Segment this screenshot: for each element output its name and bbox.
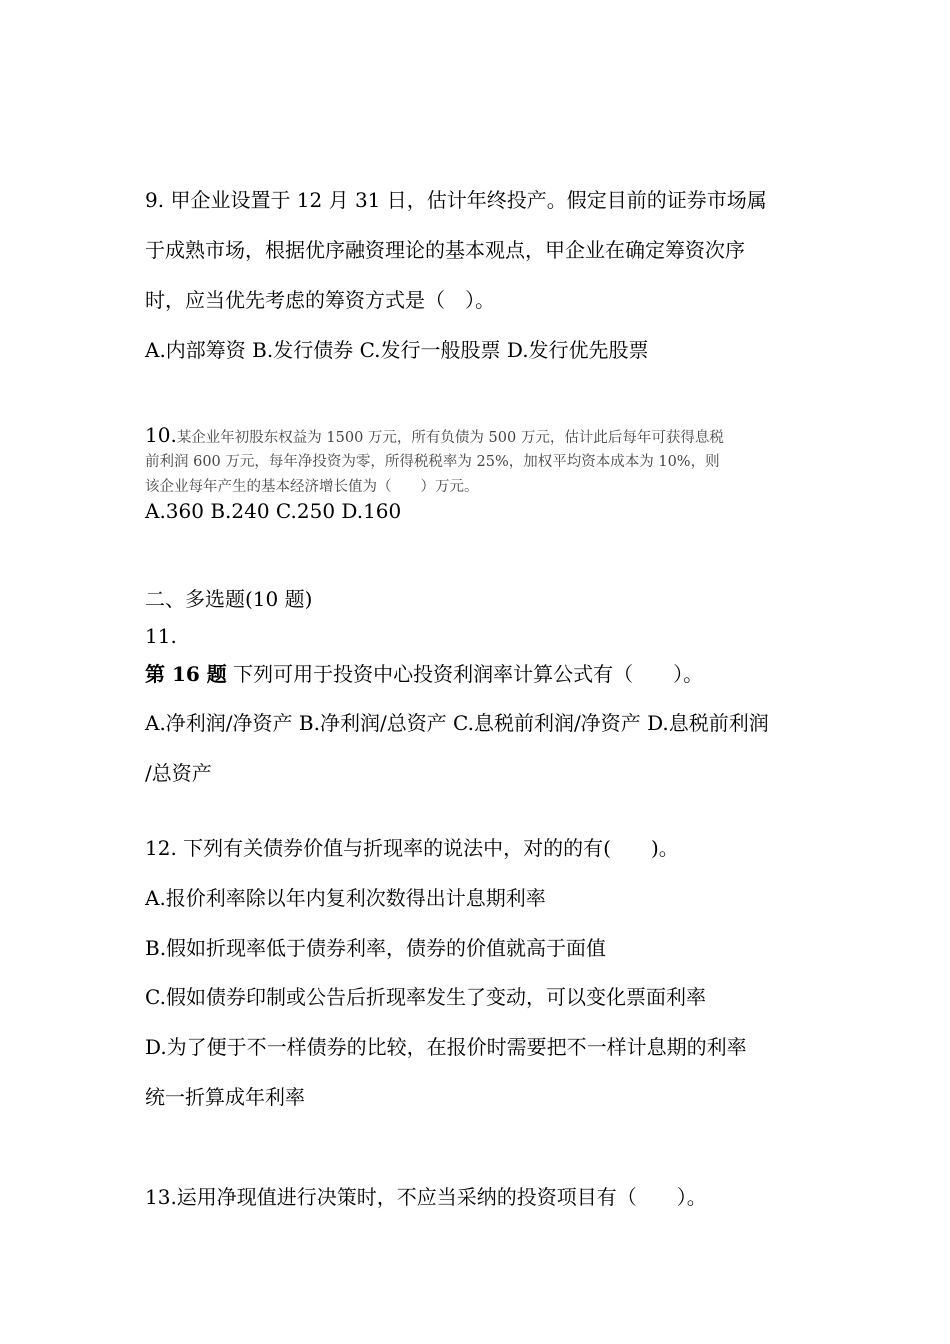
q10-number: 10.	[145, 423, 177, 447]
q12-stem: 12. 下列有关债券价值与折现率的说法中，对的的有( )。	[145, 836, 679, 860]
q12-option-b: B.假如折现率低于债券利率，债券的价值就高于面值	[145, 936, 607, 960]
q11-options-line-2: /总资产	[145, 761, 212, 785]
q9-stem-line-2: 于成熟市场，根据优序融资理论的基本观点，甲企业在确定筹资次序	[145, 238, 745, 262]
q10-stem-text-1: 某企业年初股东权益为 1500 万元，所有负债为 500 万元，估计此后每年可获得息税	[176, 430, 724, 446]
q10-options: A.360 B.240 C.250 D.160	[145, 499, 402, 523]
q12-option-a: A.报价利率除以年内复利次数得出计息期利率	[145, 886, 546, 910]
section-heading: 二、多选题(10 题)	[145, 587, 313, 611]
q13-stem: 13.运用净现值进行决策时，不应当采纳的投资项目有（ ）。	[145, 1185, 707, 1209]
q9-stem-line-3: 时，应当优先考虑的筹资方式是（ ）。	[145, 288, 495, 312]
q10-stem-line-1	[145, 423, 724, 447]
q12-option-c: C.假如债券印制或公告后折现率发生了变动，可以变化票面利率	[145, 985, 706, 1009]
q11-stem-text: 下列可用于投资中心投资利润率计算公式有（ ）。	[226, 662, 704, 686]
q12-option-d-line-1: D.为了便于不一样债券的比较，在报价时需要把不一样计息期的利率	[145, 1035, 747, 1059]
q10-stem-line-2: 前利润 600 万元，每年净投资为零，所得税税率为 25%，加权平均资本成本为 10%，则	[145, 454, 720, 470]
q9-options: A.内部筹资 B.发行债券 C.发行一般股票 D.发行优先股票	[145, 338, 649, 362]
q9-stem-line-1: 9. 甲企业设置于 12 月 31 日，估计年终投产。假定目前的证券市场属	[145, 188, 767, 212]
q11-options-line-1: A.净利润/净资产 B.净利润/总资产 C.息税前利润/净资产 D.息税前利润	[145, 711, 769, 735]
q11-label: 第 16 题	[145, 662, 227, 686]
q10-stem-line-3: 该企业每年产生的基本经济增长值为（ ）万元。	[145, 479, 479, 495]
q12-option-d-line-2: 统一折算成年利率	[145, 1085, 305, 1109]
q11-stem	[145, 662, 703, 686]
q11-number: 11.	[145, 624, 177, 648]
